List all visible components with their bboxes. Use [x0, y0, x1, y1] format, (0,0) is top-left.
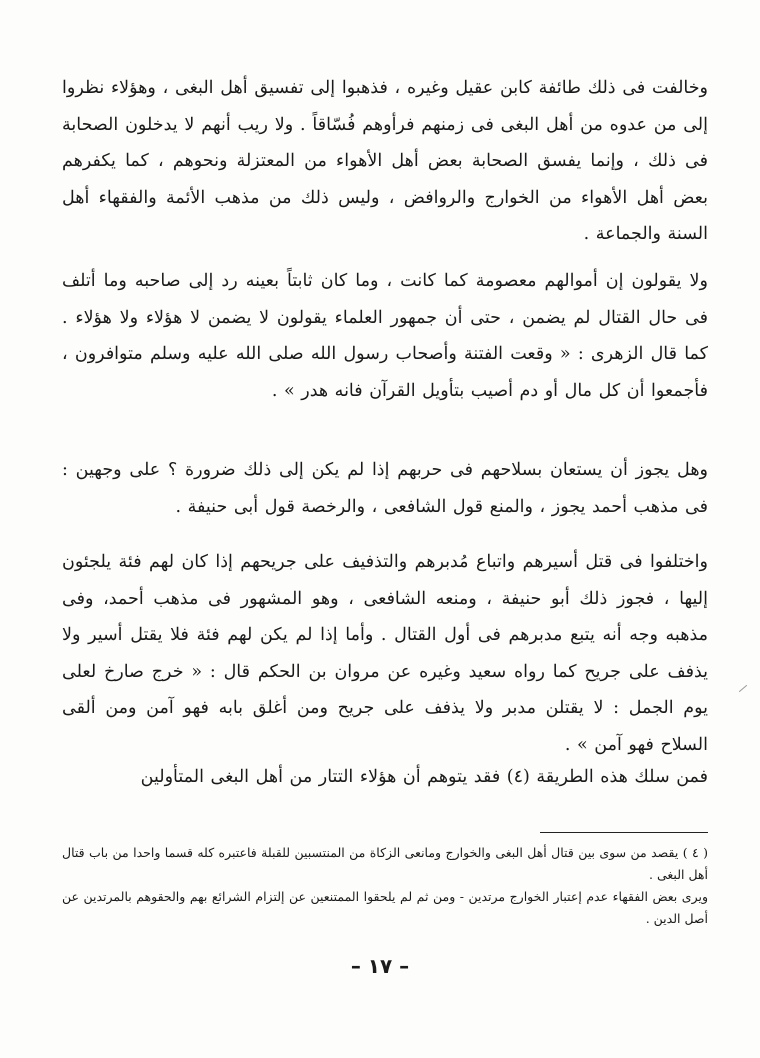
paragraph-5: فمن سلك هذه الطريقة (٤) فقد يتوهم أن هؤلاء التتار من أهل البغى المتأولين	[140, 767, 708, 787]
footnote-2: ويرى بعض الفقهاء عدم إعتبار الخوارج مرتدين - ومن ثم لم يلحقوا الممتنعين عن إلتزام الشرائع بهم والحقوهم بالمرتدين عن أصل الدين .	[62, 889, 708, 926]
paragraph-4: واختلفوا فى قتل أسيرهم واتباع مُدبرهم والتذفيف على جريحهم إذا كان لهم فئة يلجئون إليها ، فجوز ذلك أبو حنيفة ، ومنعه الشافعى ، وهو المشهور فى مذهب أحمد، وفى مذهبه وجه أنه يتبع مدبرهم فى أول القتال . وأما إذا لم يكن لهم فئة فلا يقتل أسير ولا يذفف على جريح كما رواه سعيد وغيره عن مروان بن الحكم قال : « خرج صارخ لعلى يوم الجمل : لا يقتلن مدبر ولا يذفف على جريح ومن أغلق بابه فهو آمن ومن ألقى السلاح فهو آمن » .	[62, 552, 708, 755]
page-number: – ١٧ –	[350, 954, 410, 978]
paragraph-1: وخالفت فى ذلك طائفة كابن عقيل وغيره ، فذهبوا إلى تفسيق أهل البغى ، وهؤلاء نظروا إلى من عدوه من أهل البغى فى زمنهم فرأوهم فُسّاقاً . ولا ريب أنهم لا يدخلون الصحابة فى ذلك ، وإنما يفسق الصحابة بعض أهل الأهواء من المعتزلة ونحوهم ، كما يكفرهم بعض أهل الأهواء من الخوارج والروافض ، وليس ذلك من مذهب الأئمة والفقهاء أهل السنة والجماعة .	[62, 78, 708, 245]
margin-mark	[739, 685, 747, 692]
footnote-separator	[540, 832, 708, 833]
paragraph-3: وهل يجوز أن يستعان بسلاحهم فى حربهم إذا لم يكن إلى ذلك ضرورة ؟ على وجهين : فى مذهب أحمد يجوز ، والمنع قول الشافعى ، والرخصة قول أبى حنيفة .	[62, 460, 708, 517]
footnote-1: ( ٤ ) يقصد من سوى بين قتال أهل البغى والخوارج ومانعى الزكاة من المنتسبين للقبلة فاعتبره كله قسما واحدا من باب قتال أهل البغى .	[62, 845, 708, 882]
paragraph-2: ولا يقولون إن أموالهم معصومة كما كانت ، وما كان ثابتاً بعينه رد إلى صاحبه وما أتلف فى حال القتال لم يضمن ، حتى أن جمهور العلماء يقولون لا يضمن لا هؤلاء ولا هؤلاء . كما قال الزهرى : « وقعت الفتنة وأصحاب رسول الله صلى الله عليه وسلم متوافرون ، فأجمعوا أن كل مال أو دم أصيب بتأويل القرآن فانه هدر » .	[62, 271, 708, 401]
footnotes	[62, 842, 708, 930]
